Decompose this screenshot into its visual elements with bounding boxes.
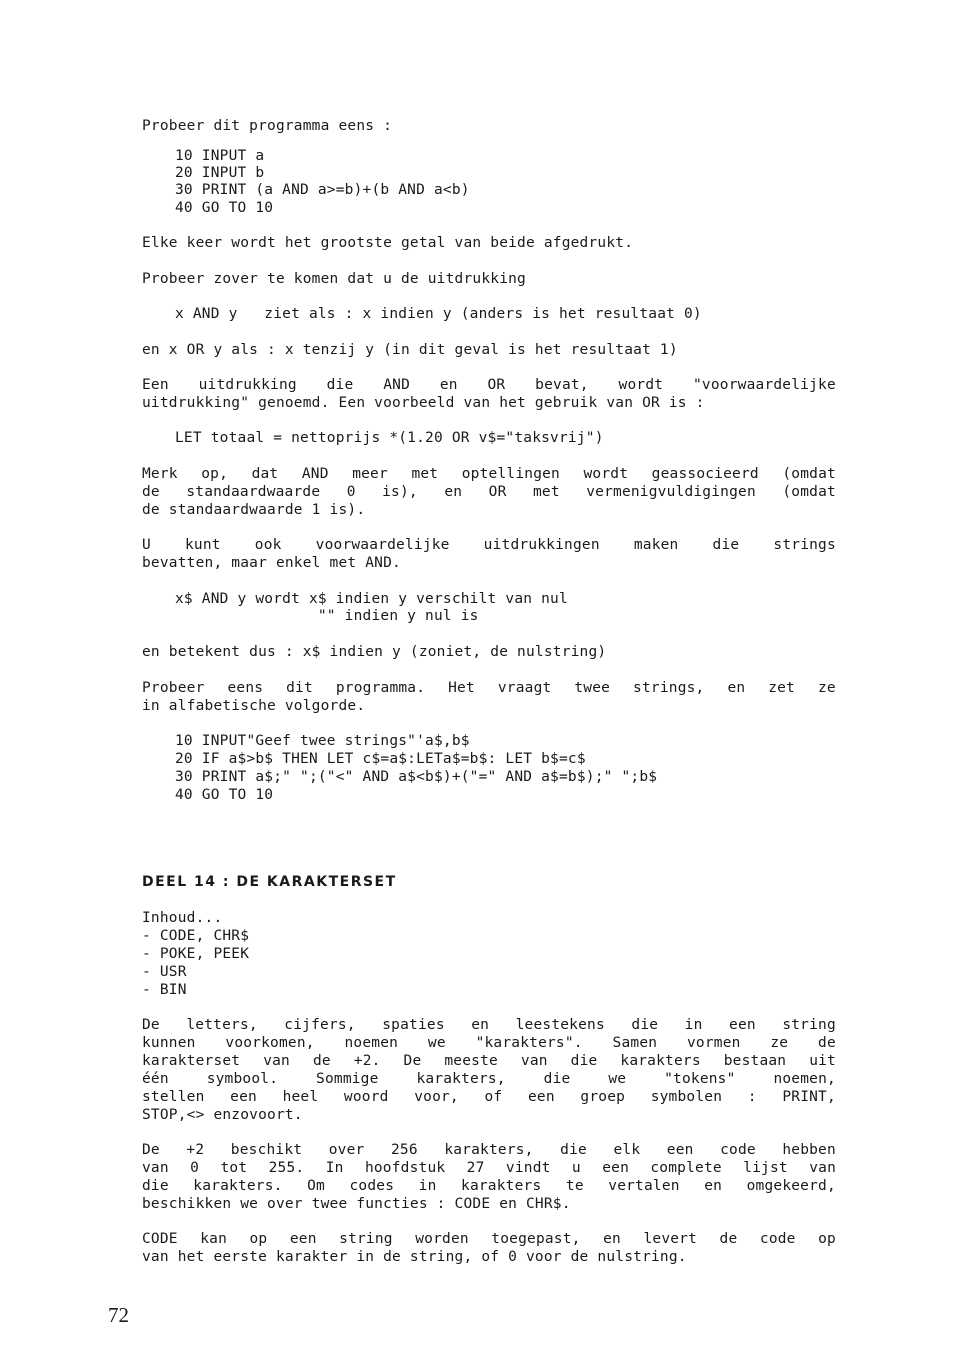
- word: een: [527, 1089, 555, 1105]
- word: "karakters".: [475, 1035, 583, 1051]
- word: De: [142, 1017, 160, 1033]
- program1-line: 30 PRINT (a AND a>=b)+(b AND a<b): [175, 182, 470, 198]
- word: u: [571, 1160, 581, 1176]
- word: PRINT,: [782, 1089, 836, 1105]
- word: uitdrukkingen: [483, 537, 600, 553]
- word: "tokens": [664, 1071, 736, 1087]
- word: Merk: [142, 466, 178, 482]
- paragraph-note-line1: [142, 465, 836, 483]
- contents-item: - BIN: [142, 982, 187, 998]
- paragraph-note-line3: de standaardwaarde 1 is).: [142, 502, 366, 518]
- program1-line: 10 INPUT a: [175, 148, 265, 164]
- word: De: [142, 1142, 160, 1158]
- and-expression: x AND y ziet als : x indien y (anders is het resultaat 0): [175, 306, 702, 322]
- word: karakterset: [142, 1053, 241, 1069]
- word: worden: [415, 1231, 469, 1247]
- word: leestekens: [515, 1017, 605, 1033]
- paragraph-letters-line: [142, 1070, 836, 1088]
- word: die: [560, 1142, 587, 1158]
- page-number: 72: [108, 1303, 129, 1327]
- contents-item: - USR: [142, 964, 187, 980]
- paragraph-largest: Elke keer wordt het grootste getal van beide afgedrukt.: [142, 235, 634, 251]
- paragraph-strings-line2: bevatten, maar enkel met AND.: [142, 555, 401, 571]
- word: U: [142, 537, 151, 553]
- paragraph-program2-line2: in alfabetische volgorde.: [142, 698, 366, 714]
- paragraph-256-line: [142, 1177, 836, 1195]
- word: karakters,: [444, 1142, 534, 1158]
- word: bestaan: [723, 1053, 787, 1069]
- word: elk: [613, 1142, 641, 1158]
- program1-line: 40 GO TO 10: [175, 200, 274, 216]
- word: en: [704, 1178, 723, 1194]
- word: van: [263, 1053, 290, 1069]
- word: "voorwaardelijke: [693, 377, 836, 393]
- word: wordt: [583, 466, 629, 482]
- word: omgekeerd,: [746, 1178, 836, 1194]
- word: (omdat: [782, 484, 836, 500]
- word: die: [631, 1017, 659, 1033]
- word: voorkomen,: [225, 1035, 315, 1051]
- word: Probeer: [142, 680, 205, 696]
- word: tot: [220, 1160, 248, 1176]
- word: is),: [382, 484, 418, 500]
- word: of: [484, 1089, 503, 1105]
- word: strings: [773, 537, 836, 553]
- word: over: [328, 1142, 365, 1158]
- word: Samen: [612, 1035, 658, 1051]
- word: maken: [633, 537, 679, 553]
- word: voor,: [414, 1089, 459, 1105]
- word: 0: [190, 1160, 200, 1176]
- word: ook: [254, 537, 282, 553]
- word: op,: [201, 466, 229, 482]
- word: levert: [643, 1231, 698, 1247]
- word: met: [411, 466, 439, 482]
- word: Sommige: [316, 1071, 379, 1087]
- paragraph-256-line: [142, 1141, 836, 1159]
- word: en: [471, 1017, 490, 1033]
- word: wordt: [618, 377, 664, 393]
- word: symbool.: [206, 1071, 279, 1087]
- word: die: [570, 1053, 598, 1069]
- word: kan: [200, 1231, 228, 1247]
- word: vindt: [505, 1160, 551, 1176]
- word: hoofdstuk: [364, 1160, 446, 1176]
- or-expression: en x OR y als : x tenzij y (in dit geval is het resultaat 1): [142, 342, 678, 358]
- word: noemen,: [773, 1071, 836, 1087]
- word: op: [818, 1231, 836, 1247]
- word: karakters: [620, 1053, 701, 1069]
- word: en: [603, 1231, 621, 1247]
- word: vraagt: [497, 680, 552, 696]
- paragraph-conditional-line2: uitdrukking" genoemd. Een voorbeeld van het gebruik van OR is :: [142, 395, 705, 411]
- word: de: [818, 1035, 836, 1051]
- program2-line: 40 GO TO 10: [175, 787, 274, 803]
- word: Het: [448, 680, 475, 696]
- intro-text: Probeer dit programma eens :: [142, 118, 393, 134]
- word: code: [720, 1142, 756, 1158]
- word: een: [230, 1089, 257, 1105]
- word: uit: [809, 1053, 836, 1069]
- word: 256: [391, 1142, 418, 1158]
- word: we: [608, 1071, 627, 1087]
- paragraph-note-line2: [142, 483, 836, 501]
- word: optellingen: [461, 466, 560, 482]
- word: +2.: [353, 1053, 381, 1069]
- word: De: [403, 1053, 422, 1069]
- contents-item: - POKE, PEEK: [142, 946, 250, 962]
- word: uitdrukking: [198, 377, 297, 393]
- program1-line: 20 INPUT b: [175, 165, 265, 181]
- paragraph-256-line: [142, 1159, 836, 1177]
- contents-item: - CODE, CHR$: [142, 928, 250, 944]
- word: en: [444, 484, 463, 500]
- word: Om: [307, 1178, 325, 1194]
- word: en: [439, 377, 458, 393]
- word: AND: [383, 377, 411, 393]
- word: die: [543, 1071, 571, 1087]
- word: hebben: [782, 1142, 836, 1158]
- word: strings,: [633, 680, 705, 696]
- word: in: [418, 1178, 437, 1194]
- word: een: [289, 1231, 317, 1247]
- word: letters,: [186, 1017, 258, 1033]
- word: kunt: [185, 537, 221, 553]
- word: beschikt: [230, 1142, 303, 1158]
- word: karakters: [461, 1178, 542, 1194]
- paragraph-letters-line: [142, 1088, 836, 1106]
- paragraph-256-last: beschikken we over twee functies : CODE en CHR$.: [142, 1196, 571, 1212]
- word: een: [666, 1142, 694, 1158]
- word: eens: [227, 680, 264, 696]
- paragraph-code-line1: [142, 1230, 836, 1248]
- string-expression-line1: x$ AND y wordt x$ indien y verschilt van nul: [175, 591, 568, 607]
- word: code: [759, 1231, 796, 1247]
- paragraph-letters-line: [142, 1016, 836, 1034]
- word: en: [727, 680, 746, 696]
- string-expression-line2: "" indien y nul is: [175, 608, 479, 624]
- word: CODE: [142, 1231, 178, 1247]
- word: voorwaardelijke: [315, 537, 450, 553]
- paragraph-code-line2: van het eerste karakter in de string, of 0 voor de nulstring.: [142, 1249, 687, 1265]
- word: complete: [650, 1160, 722, 1176]
- paragraph-means: en betekent dus : x$ indien y (zoniet, de nulstring): [142, 644, 607, 660]
- word: string: [339, 1231, 393, 1247]
- paragraph-try: Probeer zover te komen dat u de uitdrukking: [142, 271, 526, 287]
- word: OR: [488, 484, 507, 500]
- word: string: [782, 1017, 836, 1033]
- word: spaties: [382, 1017, 445, 1033]
- word: woord: [343, 1089, 389, 1105]
- word: de: [312, 1053, 331, 1069]
- word: die: [142, 1178, 169, 1194]
- word: Een: [142, 377, 169, 393]
- paragraph-letters-line: [142, 1034, 836, 1052]
- word: we: [427, 1035, 446, 1051]
- word: +2: [186, 1142, 205, 1158]
- word: zet: [768, 680, 796, 696]
- word: stellen: [142, 1089, 205, 1105]
- word: dat: [251, 466, 279, 482]
- paragraph-letters-line: [142, 1052, 836, 1070]
- word: cijfers,: [284, 1017, 356, 1033]
- contents-title: Inhoud...: [142, 910, 223, 926]
- word: 0: [346, 484, 356, 500]
- word: standaardwaarde: [186, 484, 321, 500]
- word: codes: [349, 1178, 395, 1194]
- word: dit: [286, 680, 313, 696]
- word: groep: [580, 1089, 626, 1105]
- word: vormen: [686, 1035, 741, 1051]
- word: twee: [574, 680, 611, 696]
- word: meeste: [444, 1053, 498, 1069]
- program2-line: 10 INPUT"Geef twee strings"'a$,b$: [175, 733, 470, 749]
- word: symbolen: [650, 1089, 723, 1105]
- word: vertalen: [608, 1178, 680, 1194]
- word: vermenigvuldigingen: [586, 484, 756, 500]
- word: van: [520, 1053, 548, 1069]
- word: in: [684, 1017, 703, 1033]
- word: de: [719, 1231, 738, 1247]
- program2-line: 30 PRINT a$;" ";("<" AND a$<b$)+("=" AND a$=b$);" ";b$: [175, 769, 658, 785]
- word: karakters,: [416, 1071, 506, 1087]
- word: :: [747, 1089, 757, 1105]
- word: ze: [817, 680, 836, 696]
- word: bevat,: [535, 377, 589, 393]
- paragraph-strings-line1: [142, 536, 836, 554]
- word: 255.: [268, 1160, 305, 1176]
- word: heel: [282, 1089, 319, 1105]
- word: noemen: [344, 1035, 399, 1051]
- word: kunnen: [142, 1035, 196, 1051]
- word: AND: [301, 466, 329, 482]
- word: een: [602, 1160, 630, 1176]
- word: die: [326, 377, 354, 393]
- word: ze: [770, 1035, 789, 1051]
- word: te: [565, 1178, 584, 1194]
- word: van: [142, 1160, 169, 1176]
- word: meer: [352, 466, 388, 482]
- word: op: [249, 1231, 268, 1247]
- word: OR: [487, 377, 506, 393]
- word: die: [712, 537, 740, 553]
- word: de: [142, 484, 160, 500]
- paragraph-letters-last: STOP,<> enzovoort.: [142, 1107, 303, 1123]
- word: lijst: [743, 1160, 788, 1176]
- word: (omdat: [782, 466, 836, 482]
- word: 27: [466, 1160, 485, 1176]
- paragraph-program2-line1: [142, 679, 836, 697]
- program2-line: 20 IF a$>b$ THEN LET c$=a$:LETa$=b$: LET b$=c$: [175, 751, 586, 767]
- word: karakters.: [193, 1178, 283, 1194]
- section-heading: DEEL 14 : DE KARAKTERSET: [142, 874, 397, 890]
- let-example: LET totaal = nettoprijs *(1.20 OR v$="taksvrij"): [175, 430, 604, 446]
- word: een: [729, 1017, 756, 1033]
- word: In: [325, 1160, 344, 1176]
- word: één: [142, 1071, 169, 1087]
- word: geassocieerd: [651, 466, 759, 482]
- word: programma.: [335, 680, 426, 696]
- word: van: [809, 1160, 836, 1176]
- word: toegepast,: [491, 1231, 581, 1247]
- word: met: [532, 484, 560, 500]
- paragraph-conditional-line1: [142, 376, 836, 394]
